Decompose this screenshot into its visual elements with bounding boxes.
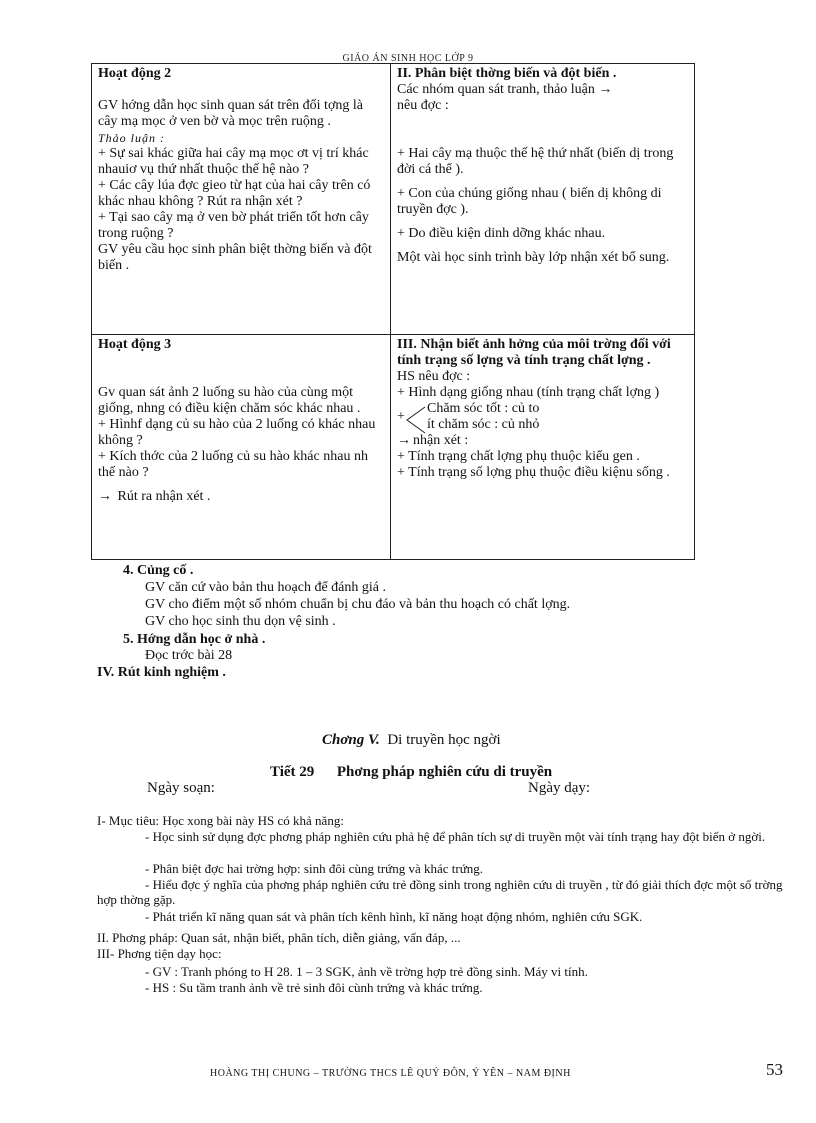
methods: II. Phơng pháp: Quan sát, nhận biết, phân tích, diễn giảng, vấn đáp, ...	[97, 930, 461, 945]
materials-title: III- Phơng tiện dạy học:	[97, 946, 222, 961]
page-header: GIÁO ÁN SINH HỌC LỚP 9	[342, 53, 474, 64]
section-5-line-1: Đọc trớc bài 28	[145, 648, 233, 663]
section-ii-cell	[391, 64, 695, 335]
answer-2: + Con của chúng giống nhau ( biến dị không di truyền đợc ).	[397, 186, 662, 217]
page-number: 53	[766, 1060, 783, 1079]
line-4: + Tính trạng chất lợng phụ thuộc kiểu gen .	[397, 449, 640, 464]
section-ii-intro-2: nêu đợc :	[397, 98, 449, 113]
section-4-line-1: GV căn cứ vào bản thu hoạch để đánh giá .	[145, 580, 386, 595]
question-3: + Tại sao cây mạ ở ven bờ phát triển tốt hơn cây trong ruộng ?	[98, 210, 369, 241]
answer-1: + Hai cây mạ thuộc thế hệ thứ nhất (biến dị trong đời cá thể ).	[397, 146, 674, 177]
line-3: → nhận xét :	[397, 433, 469, 448]
activity-2-cell	[92, 64, 391, 335]
section-ii-intro: Các nhóm quan sát tranh, thảo luận →	[397, 82, 613, 97]
answer-3: + Do điều kiện dinh dỡng khác nhau.	[397, 226, 606, 241]
material-hs: - HS : Su tầm tranh ảnh về trẻ sinh đôi cùnh trứng và khác trứng.	[145, 980, 483, 995]
chapter-name: Di truyền học ngời	[387, 732, 501, 748]
table-row	[92, 64, 695, 335]
objective-3: - Hiểu đợc ý nghĩa của phơng pháp nghiên cứu trẻ đồng sinh trong nghiên cứu di truyền , từ đó giải thích đợc một số trờng hợp thờng gặp.	[97, 877, 783, 907]
lesson-table	[91, 63, 695, 560]
question-3: → Rút ra nhận xét .	[98, 489, 211, 504]
activity-2-title: Hoạt động 2	[98, 66, 172, 81]
material-gv: - GV : Tranh phóng to H 28. 1 – 3 SGK, ảnh về trờng hợp trẻ đồng sinh. Máy vi tính.	[145, 964, 588, 979]
line-1: HS nêu đợc :	[397, 369, 471, 384]
line-2: + Hình dạng giống nhau (tính trạng chất lợng )	[397, 385, 660, 400]
section-iii-cell	[391, 335, 695, 560]
table-row	[92, 335, 695, 560]
care-poor: ít chăm sóc : củ nhỏ	[427, 417, 540, 432]
activity-3-cell	[92, 335, 391, 560]
care-good: Chăm sóc tốt : củ to	[427, 401, 540, 416]
section-4-line-3: GV cho học sinh thu dọn vệ sinh .	[145, 614, 336, 629]
objective-2: - Phân biệt đợc hai trờng hợp: sinh đôi cùng trứng và khác trứng.	[145, 861, 483, 876]
discussion-label: Thảo luận :	[98, 131, 166, 145]
chapter-heading	[322, 732, 501, 749]
activity-2-intro: GV hớng dẫn học sinh quan sát trên đối tợng là cây mạ mọc ở ven bờ và mọc trên ruộng .	[98, 98, 363, 129]
lesson-label: Tiết 29	[270, 764, 315, 780]
care-comparison	[397, 401, 688, 433]
arrow-right-icon: →	[598, 82, 613, 97]
section-5-title: 5. Hớng dẫn học ở nhà .	[123, 632, 266, 647]
plus-sign: +	[397, 409, 405, 424]
arrow-right-icon: →	[397, 433, 411, 448]
question-4: GV yêu cầu học sinh phân biệt thờng biến và đột biến .	[98, 242, 372, 273]
answer-4: Một vài học sinh trình bày lớp nhận xét bổ sung.	[397, 250, 670, 265]
line-5: + Tính trạng số lợng phụ thuộc điều kiệnu sống .	[397, 465, 670, 480]
section-4-line-2: GV cho điểm một số nhóm chuẩn bị chu đáo và bản thu hoạch có chất lợng.	[145, 597, 571, 612]
arrow-right-icon: →	[98, 489, 112, 504]
objective-4: - Phát triển kĩ năng quan sát và phân tích kênh hình, kĩ năng hoạt động nhóm, nghiên cứu SGK.	[145, 909, 643, 924]
activity-3-intro: Gv quan sát ảnh 2 luống su hào của cùng một giống, nhng có điều kiện chăm sóc khác nhau .	[98, 385, 361, 416]
prep-date: Ngày soạn:	[147, 780, 215, 796]
question-2: + Kích thớc của 2 luống củ su hào khác nhau nh thế nào ?	[98, 449, 368, 480]
question-1: + Sự sai khác giữa hai cây mạ mọc ơt vị trí khác nhauiơ vụ thứ nhất thuộc thế hệ nào ?	[98, 146, 369, 177]
objectives-title: I- Mục tiêu: Học xong bài này HS có khả năng:	[97, 813, 344, 828]
chapter-label: Chơng V.	[322, 732, 380, 748]
footer-text: HOÀNG THỊ CHUNG – TRƯỜNG THCS LÊ QUÝ ĐÔN, Ý YÊN – NAM ĐỊNH	[210, 1068, 571, 1079]
section-iii-title: III. Nhận biết ảnh hởng của môi trờng đối với tính trạng số lợng và tính trạng chất lợng .	[397, 337, 671, 368]
question-2: + Các cây lúa đợc gieo từ hạt của hai cây trên có khác nhau không ? Rút ra nhận xét ?	[98, 178, 371, 209]
teach-date: Ngày dạy:	[528, 780, 591, 796]
question-1: + Hìnhf dạng củ su hào của 2 luống có khác nhau không ?	[98, 417, 376, 448]
section-4-title: 4. Củng cố .	[123, 563, 194, 578]
objective-1: - Học sinh sử dụng đợc phơng pháp nghiên cứu phả hệ để phân tích sự di truyền một vài tính trạng hay đột biến ở ngời.	[145, 829, 766, 844]
section-ii-title: II. Phân biệt thờng biến và đột biến .	[397, 66, 617, 81]
activity-3-title: Hoạt động 3	[98, 337, 172, 352]
lesson-heading	[270, 764, 552, 781]
lesson-name: Phơng pháp nghiên cứu di truyền	[336, 764, 553, 780]
section-iv-title: IV. Rút kinh nghiệm .	[97, 665, 226, 680]
bracket-icon	[401, 405, 427, 435]
